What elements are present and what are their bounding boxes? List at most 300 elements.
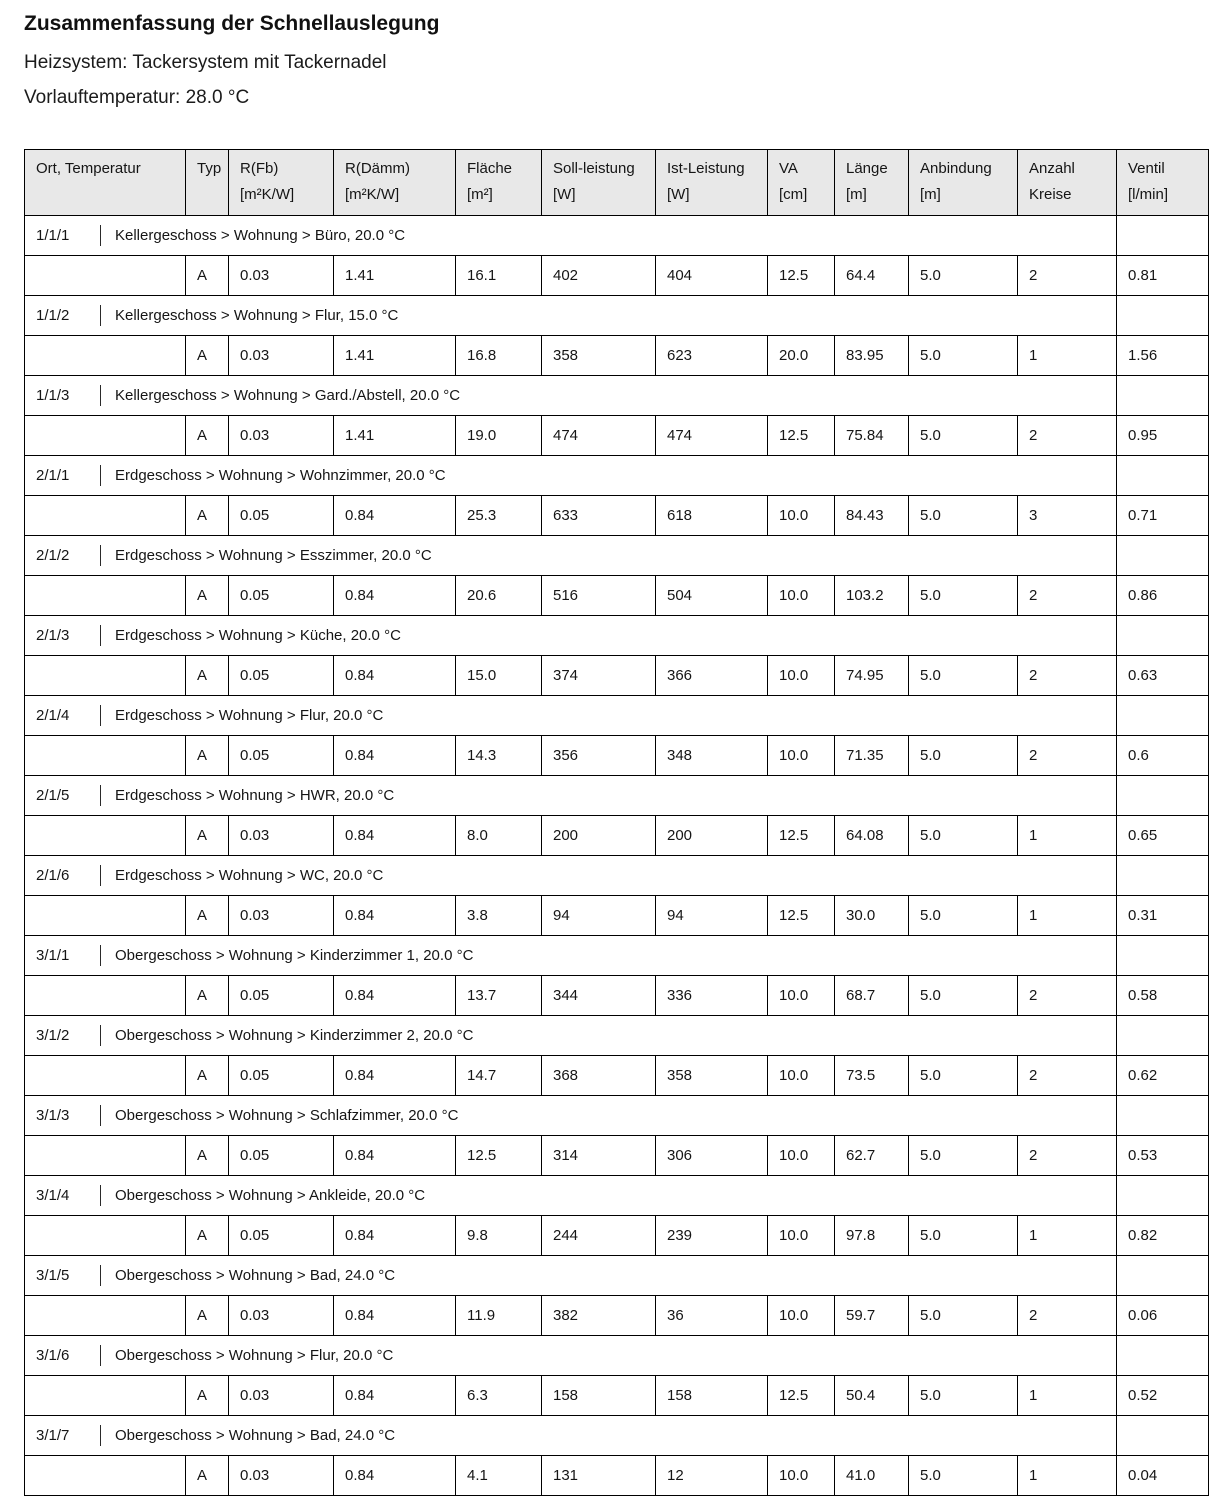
cell-ventil: 0.52 [1117, 1375, 1209, 1415]
cell-ist: 474 [656, 415, 768, 455]
cell-soll: 94 [542, 895, 656, 935]
data-row [25, 1295, 1209, 1335]
cell-flaeche: 8.0 [456, 815, 542, 855]
location-cell [25, 1095, 1117, 1135]
data-row [25, 415, 1209, 455]
cell-typ: A [186, 975, 229, 1015]
location-cell [25, 1175, 1117, 1215]
table-header [25, 149, 1209, 215]
cell-r_daemm: 1.41 [334, 335, 456, 375]
cell-flaeche: 3.8 [456, 895, 542, 935]
cell-va: 12.5 [768, 815, 835, 855]
location-wrap [36, 1185, 1110, 1206]
cell-r_daemm: 0.84 [334, 735, 456, 775]
circuit-id: 1/1/1 [36, 226, 70, 244]
location-row [25, 1255, 1209, 1295]
cell-ist: 200 [656, 815, 768, 855]
row-indent-cell [25, 975, 186, 1015]
divider [100, 785, 101, 806]
location-path: Erdgeschoss > Wohnung > HWR, 20.0 °C [115, 786, 395, 804]
ventil-empty-cell [1117, 775, 1209, 815]
location-row [25, 375, 1209, 415]
location-path: Obergeschoss > Wohnung > Kinderzimmer 2, 20.0 °C [115, 1026, 474, 1044]
cell-r_fb: 0.05 [229, 1135, 334, 1175]
cell-typ: A [186, 735, 229, 775]
cell-r_fb: 0.05 [229, 575, 334, 615]
row-indent-cell [25, 655, 186, 695]
location-wrap [36, 545, 1110, 566]
cell-r_fb: 0.03 [229, 335, 334, 375]
cell-anbindung: 5.0 [909, 1215, 1018, 1255]
column-unit: [m] [920, 185, 941, 203]
cell-laenge: 71.35 [835, 735, 909, 775]
location-row [25, 615, 1209, 655]
cell-ist: 158 [656, 1375, 768, 1415]
cell-soll: 158 [542, 1375, 656, 1415]
column-unit: [W] [667, 185, 690, 203]
cell-ventil: 0.81 [1117, 255, 1209, 295]
column-header-anzahl [1018, 149, 1117, 215]
location-path: Erdgeschoss > Wohnung > Wohnzimmer, 20.0 °C [115, 466, 446, 484]
location-cell [25, 1015, 1117, 1055]
location-cell [25, 295, 1117, 335]
cell-anbindung: 5.0 [909, 495, 1018, 535]
column-label: Anzahl [1029, 159, 1075, 177]
divider [100, 1425, 101, 1446]
location-cell [25, 855, 1117, 895]
cell-r_fb: 0.03 [229, 895, 334, 935]
column-label: R(Fb) [240, 159, 279, 177]
ventil-empty-cell [1117, 295, 1209, 335]
column-header-va [768, 149, 835, 215]
circuit-id: 1/1/2 [36, 306, 70, 324]
cell-laenge: 64.4 [835, 255, 909, 295]
circuit-id: 3/1/2 [36, 1026, 70, 1044]
location-cell [25, 1415, 1117, 1455]
column-unit: [cm] [779, 185, 808, 203]
cell-soll: 314 [542, 1135, 656, 1175]
cell-flaeche: 14.7 [456, 1055, 542, 1095]
divider [100, 1105, 101, 1126]
location-wrap [36, 225, 1110, 246]
location-cell [25, 1335, 1117, 1375]
data-row [25, 255, 1209, 295]
cell-laenge: 75.84 [835, 415, 909, 455]
location-row [25, 855, 1209, 895]
cell-ventil: 0.06 [1117, 1295, 1209, 1335]
row-indent-cell [25, 815, 186, 855]
cell-ist: 404 [656, 255, 768, 295]
row-indent-cell [25, 1215, 186, 1255]
location-row [25, 775, 1209, 815]
location-path: Obergeschoss > Wohnung > Schlafzimmer, 20.0 °C [115, 1106, 459, 1124]
cell-ist: 94 [656, 895, 768, 935]
column-label: R(Dämm) [345, 159, 410, 177]
cell-laenge: 41.0 [835, 1455, 909, 1495]
divider [100, 385, 101, 406]
cell-va: 12.5 [768, 1375, 835, 1415]
cell-ventil: 0.58 [1117, 975, 1209, 1015]
location-path: Obergeschoss > Wohnung > Ankleide, 20.0 °C [115, 1186, 426, 1204]
location-path: Kellergeschoss > Wohnung > Büro, 20.0 °C [115, 226, 406, 244]
cell-typ: A [186, 895, 229, 935]
circuit-id: 2/1/3 [36, 626, 70, 644]
data-row [25, 815, 1209, 855]
divider [100, 1265, 101, 1286]
cell-anbindung: 5.0 [909, 255, 1018, 295]
circuit-id: 2/1/4 [36, 706, 70, 724]
column-label: Ist-Leistung [667, 159, 745, 177]
cell-ventil: 0.65 [1117, 815, 1209, 855]
cell-anzahl: 2 [1018, 735, 1117, 775]
cell-r_fb: 0.03 [229, 815, 334, 855]
row-indent-cell [25, 1055, 186, 1095]
location-wrap [36, 865, 1110, 886]
location-wrap [36, 1345, 1110, 1366]
cell-flaeche: 20.6 [456, 575, 542, 615]
location-wrap [36, 1025, 1110, 1046]
location-wrap [36, 945, 1110, 966]
cell-va: 10.0 [768, 1135, 835, 1175]
cell-soll: 244 [542, 1215, 656, 1255]
location-path: Kellergeschoss > Wohnung > Flur, 15.0 °C [115, 306, 399, 324]
cell-r_fb: 0.05 [229, 1215, 334, 1255]
data-row [25, 335, 1209, 375]
ventil-empty-cell [1117, 1255, 1209, 1295]
cell-anbindung: 5.0 [909, 1135, 1018, 1175]
cell-laenge: 50.4 [835, 1375, 909, 1415]
cell-r_fb: 0.03 [229, 415, 334, 455]
cell-typ: A [186, 335, 229, 375]
divider [100, 1185, 101, 1206]
cell-r_daemm: 0.84 [334, 895, 456, 935]
cell-r_fb: 0.03 [229, 1375, 334, 1415]
cell-r_daemm: 0.84 [334, 1455, 456, 1495]
cell-ventil: 0.04 [1117, 1455, 1209, 1495]
data-row [25, 1215, 1209, 1255]
column-header-ist [656, 149, 768, 215]
ventil-empty-cell [1117, 1335, 1209, 1375]
row-indent-cell [25, 575, 186, 615]
flow-temperature-line: Vorlauftemperatur: 28.0 °C [24, 86, 250, 108]
circuit-id: 3/1/5 [36, 1266, 70, 1284]
location-wrap [36, 705, 1110, 726]
header-row [25, 149, 1209, 215]
data-row [25, 495, 1209, 535]
column-unit: [l/min] [1128, 185, 1169, 203]
location-row [25, 535, 1209, 575]
cell-anzahl: 3 [1018, 495, 1117, 535]
cell-va: 10.0 [768, 575, 835, 615]
cell-typ: A [186, 1055, 229, 1095]
circuit-id: 3/1/4 [36, 1186, 70, 1204]
cell-r_fb: 0.05 [229, 1055, 334, 1095]
cell-ist: 348 [656, 735, 768, 775]
cell-r_daemm: 1.41 [334, 255, 456, 295]
cell-laenge: 83.95 [835, 335, 909, 375]
column-label: Soll-leistung [553, 159, 635, 177]
column-unit: [m] [846, 185, 867, 203]
cell-anzahl: 2 [1018, 575, 1117, 615]
cell-typ: A [186, 1455, 229, 1495]
cell-soll: 374 [542, 655, 656, 695]
cell-ist: 618 [656, 495, 768, 535]
cell-anzahl: 1 [1018, 895, 1117, 935]
cell-laenge: 59.7 [835, 1295, 909, 1335]
circuit-id: 2/1/2 [36, 546, 70, 564]
cell-typ: A [186, 1295, 229, 1335]
ventil-empty-cell [1117, 855, 1209, 895]
location-cell [25, 935, 1117, 975]
cell-anzahl: 2 [1018, 1135, 1117, 1175]
column-header-flaeche [456, 149, 542, 215]
row-indent-cell [25, 1455, 186, 1495]
cell-ventil: 0.82 [1117, 1215, 1209, 1255]
location-path: Obergeschoss > Wohnung > Bad, 24.0 °C [115, 1266, 396, 1284]
cell-r_daemm: 0.84 [334, 575, 456, 615]
data-row [25, 975, 1209, 1015]
data-row [25, 575, 1209, 615]
circuit-id: 2/1/6 [36, 866, 70, 884]
circuit-id: 3/1/3 [36, 1106, 70, 1124]
column-unit: [W] [553, 185, 576, 203]
location-path: Obergeschoss > Wohnung > Kinderzimmer 1, 20.0 °C [115, 946, 474, 964]
ventil-empty-cell [1117, 1415, 1209, 1455]
ventil-empty-cell [1117, 455, 1209, 495]
location-path: Kellergeschoss > Wohnung > Gard./Abstell, 20.0 °C [115, 386, 461, 404]
cell-ventil: 0.86 [1117, 575, 1209, 615]
cell-flaeche: 9.8 [456, 1215, 542, 1255]
ventil-empty-cell [1117, 1015, 1209, 1055]
cell-ventil: 0.62 [1117, 1055, 1209, 1095]
cell-typ: A [186, 495, 229, 535]
cell-r_daemm: 0.84 [334, 1375, 456, 1415]
location-row [25, 1095, 1209, 1135]
column-label: Ventil [1128, 159, 1165, 177]
divider [100, 465, 101, 486]
row-indent-cell [25, 735, 186, 775]
cell-typ: A [186, 575, 229, 615]
cell-anbindung: 5.0 [909, 1455, 1018, 1495]
divider [100, 1025, 101, 1046]
cell-anzahl: 2 [1018, 255, 1117, 295]
ventil-empty-cell [1117, 535, 1209, 575]
location-path: Obergeschoss > Wohnung > Flur, 20.0 °C [115, 1346, 394, 1364]
cell-va: 10.0 [768, 495, 835, 535]
cell-anbindung: 5.0 [909, 415, 1018, 455]
cell-r_fb: 0.03 [229, 1455, 334, 1495]
cell-ventil: 1.56 [1117, 335, 1209, 375]
cell-typ: A [186, 415, 229, 455]
column-unit: Kreise [1029, 185, 1072, 203]
location-row [25, 1335, 1209, 1375]
cell-laenge: 103.2 [835, 575, 909, 615]
column-header-laenge [835, 149, 909, 215]
location-path: Erdgeschoss > Wohnung > Esszimmer, 20.0 °C [115, 546, 432, 564]
column-header-typ [186, 149, 229, 215]
cell-anzahl: 1 [1018, 1215, 1117, 1255]
cell-laenge: 84.43 [835, 495, 909, 535]
divider [100, 305, 101, 326]
cell-anzahl: 1 [1018, 815, 1117, 855]
cell-r_daemm: 0.84 [334, 1135, 456, 1175]
column-unit: [m²K/W] [240, 185, 295, 203]
ventil-empty-cell [1117, 375, 1209, 415]
quick-design-summary-table [24, 149, 1209, 1496]
cell-anzahl: 2 [1018, 415, 1117, 455]
ventil-empty-cell [1117, 1175, 1209, 1215]
location-row [25, 695, 1209, 735]
cell-laenge: 30.0 [835, 895, 909, 935]
cell-laenge: 68.7 [835, 975, 909, 1015]
location-cell [25, 215, 1117, 255]
cell-r_daemm: 0.84 [334, 655, 456, 695]
circuit-id: 1/1/3 [36, 386, 70, 404]
cell-flaeche: 11.9 [456, 1295, 542, 1335]
cell-anbindung: 5.0 [909, 1295, 1018, 1335]
column-header-anbindung [909, 149, 1018, 215]
cell-va: 10.0 [768, 1455, 835, 1495]
data-row [25, 1135, 1209, 1175]
cell-r_fb: 0.03 [229, 1295, 334, 1335]
data-row [25, 1375, 1209, 1415]
cell-r_fb: 0.05 [229, 735, 334, 775]
location-cell [25, 455, 1117, 495]
column-header-ventil [1117, 149, 1209, 215]
cell-va: 12.5 [768, 895, 835, 935]
data-row [25, 1055, 1209, 1095]
cell-ist: 623 [656, 335, 768, 375]
location-wrap [36, 385, 1110, 406]
cell-typ: A [186, 1215, 229, 1255]
row-indent-cell [25, 895, 186, 935]
cell-flaeche: 6.3 [456, 1375, 542, 1415]
column-header-ort [25, 149, 186, 215]
location-wrap [36, 1105, 1110, 1126]
cell-anzahl: 2 [1018, 655, 1117, 695]
column-unit: [m²] [467, 185, 493, 203]
table-body [25, 215, 1209, 1495]
location-wrap [36, 1265, 1110, 1286]
ventil-empty-cell [1117, 695, 1209, 735]
column-header-soll [542, 149, 656, 215]
cell-laenge: 62.7 [835, 1135, 909, 1175]
location-row [25, 1015, 1209, 1055]
divider [100, 705, 101, 726]
column-label: VA [779, 159, 798, 177]
cell-laenge: 97.8 [835, 1215, 909, 1255]
cell-laenge: 64.08 [835, 815, 909, 855]
cell-ventil: 0.63 [1117, 655, 1209, 695]
cell-va: 12.5 [768, 415, 835, 455]
cell-ventil: 0.53 [1117, 1135, 1209, 1175]
cell-va: 12.5 [768, 255, 835, 295]
report-meta [24, 46, 1208, 114]
circuit-id: 2/1/5 [36, 786, 70, 804]
data-row [25, 1455, 1209, 1495]
ventil-empty-cell [1117, 935, 1209, 975]
row-indent-cell [25, 335, 186, 375]
row-indent-cell [25, 495, 186, 535]
location-path: Erdgeschoss > Wohnung > Flur, 20.0 °C [115, 706, 384, 724]
cell-soll: 382 [542, 1295, 656, 1335]
cell-va: 10.0 [768, 975, 835, 1015]
cell-typ: A [186, 1135, 229, 1175]
cell-anzahl: 1 [1018, 1455, 1117, 1495]
location-wrap [36, 305, 1110, 326]
cell-soll: 402 [542, 255, 656, 295]
cell-flaeche: 25.3 [456, 495, 542, 535]
circuit-id: 2/1/1 [36, 466, 70, 484]
location-row [25, 935, 1209, 975]
cell-anbindung: 5.0 [909, 815, 1018, 855]
cell-ist: 36 [656, 1295, 768, 1335]
cell-r_daemm: 1.41 [334, 415, 456, 455]
cell-soll: 633 [542, 495, 656, 535]
cell-soll: 474 [542, 415, 656, 455]
cell-anbindung: 5.0 [909, 895, 1018, 935]
cell-va: 10.0 [768, 1295, 835, 1335]
cell-r_fb: 0.05 [229, 975, 334, 1015]
data-row [25, 735, 1209, 775]
ventil-empty-cell [1117, 215, 1209, 255]
cell-soll: 516 [542, 575, 656, 615]
circuit-id: 3/1/6 [36, 1346, 70, 1364]
cell-r_daemm: 0.84 [334, 495, 456, 535]
cell-anzahl: 2 [1018, 975, 1117, 1015]
data-row [25, 895, 1209, 935]
cell-ist: 358 [656, 1055, 768, 1095]
cell-flaeche: 16.8 [456, 335, 542, 375]
row-indent-cell [25, 255, 186, 295]
cell-ist: 366 [656, 655, 768, 695]
cell-anbindung: 5.0 [909, 735, 1018, 775]
cell-anbindung: 5.0 [909, 575, 1018, 615]
row-indent-cell [25, 1295, 186, 1335]
cell-anzahl: 1 [1018, 1375, 1117, 1415]
divider [100, 1345, 101, 1366]
cell-typ: A [186, 655, 229, 695]
cell-anzahl: 1 [1018, 335, 1117, 375]
cell-r_daemm: 0.84 [334, 1055, 456, 1095]
column-label: Typ [197, 159, 222, 177]
cell-flaeche: 16.1 [456, 255, 542, 295]
cell-va: 10.0 [768, 1055, 835, 1095]
divider [100, 945, 101, 966]
cell-typ: A [186, 815, 229, 855]
cell-anzahl: 2 [1018, 1295, 1117, 1335]
cell-r_daemm: 0.84 [334, 1215, 456, 1255]
column-header-r_daemm [334, 149, 456, 215]
cell-r_fb: 0.05 [229, 655, 334, 695]
cell-anbindung: 5.0 [909, 1055, 1018, 1095]
cell-ist: 12 [656, 1455, 768, 1495]
cell-va: 10.0 [768, 735, 835, 775]
cell-anbindung: 5.0 [909, 975, 1018, 1015]
cell-flaeche: 19.0 [456, 415, 542, 455]
page-title: Zusammenfassung der Schnellauslegung [24, 12, 440, 35]
cell-r_fb: 0.05 [229, 495, 334, 535]
cell-laenge: 74.95 [835, 655, 909, 695]
cell-ist: 336 [656, 975, 768, 1015]
ventil-empty-cell [1117, 1095, 1209, 1135]
cell-r_daemm: 0.84 [334, 975, 456, 1015]
location-row [25, 1175, 1209, 1215]
cell-soll: 368 [542, 1055, 656, 1095]
cell-r_daemm: 0.84 [334, 815, 456, 855]
location-row [25, 215, 1209, 255]
location-wrap [36, 785, 1110, 806]
